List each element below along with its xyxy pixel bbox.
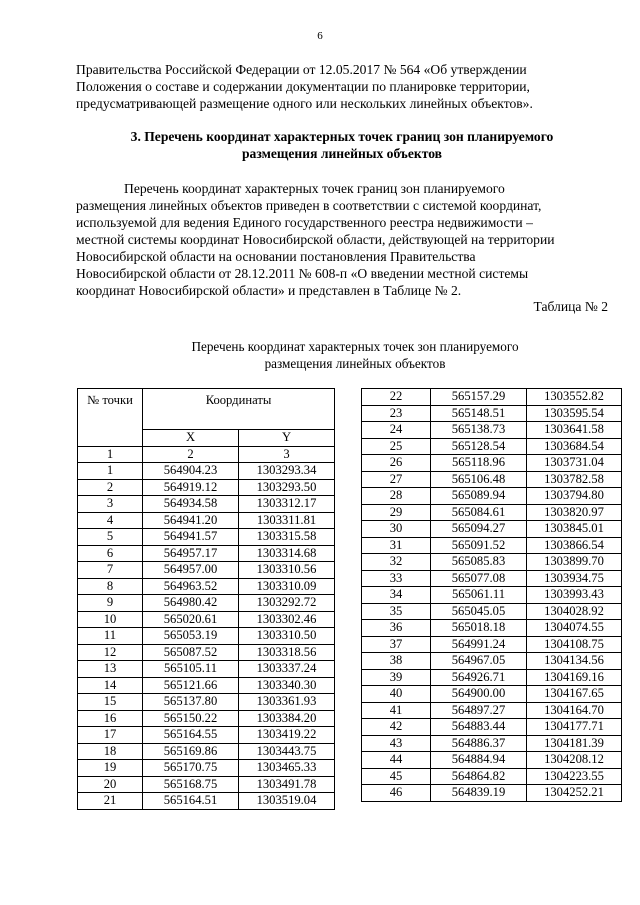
x-coordinate-cell: 564957.17 <box>143 545 239 562</box>
point-number-cell: 13 <box>78 661 143 678</box>
text-line: координат Новосибирской области» и представлен в Таблице № 2. <box>76 283 462 298</box>
x-coordinate-cell: 565118.96 <box>431 455 527 472</box>
point-number-cell: 39 <box>362 669 431 686</box>
y-coordinate-cell: 1303361.93 <box>239 694 335 711</box>
x-coordinate-cell: 565128.54 <box>431 438 527 455</box>
point-number-cell: 5 <box>78 529 143 546</box>
x-coordinate-cell: 564941.57 <box>143 529 239 546</box>
point-number-cell: 29 <box>362 504 431 521</box>
table-row <box>362 488 622 505</box>
page-number: 6 <box>317 30 323 42</box>
table-header-row <box>78 389 335 430</box>
table-row <box>78 496 335 513</box>
x-coordinate-cell: 564934.58 <box>143 496 239 513</box>
x-coordinate-cell: 565164.51 <box>143 793 239 810</box>
point-number-cell: 10 <box>78 611 143 628</box>
x-coordinate-cell: 564957.00 <box>143 562 239 579</box>
table-row <box>78 661 335 678</box>
x-coordinate-cell: 564886.37 <box>431 735 527 752</box>
x-coordinate-cell: 565085.83 <box>431 554 527 571</box>
table-row <box>78 562 335 579</box>
point-number-cell: 27 <box>362 471 431 488</box>
text-line: Положения о составе и содержании документации по планировке территории, <box>76 79 530 94</box>
y-coordinate-cell: 1304164.70 <box>527 702 622 719</box>
point-number-cell: 21 <box>78 793 143 810</box>
text-line: Правительства Российской Федерации от 12.05.2017 № 564 «Об утверждении <box>76 62 527 77</box>
point-number-cell: 19 <box>78 760 143 777</box>
y-coordinate-cell: 1303899.70 <box>527 554 622 571</box>
table-row <box>362 636 622 653</box>
point-number-cell: 1 <box>78 463 143 480</box>
y-coordinate-cell: 1304252.21 <box>527 785 622 802</box>
x-coordinate-cell: 564883.44 <box>431 719 527 736</box>
point-number-cell: 45 <box>362 768 431 785</box>
y-coordinate-cell: 1304223.55 <box>527 768 622 785</box>
x-coordinate-cell: 565164.55 <box>143 727 239 744</box>
table-row <box>362 405 622 422</box>
table-row <box>362 587 622 604</box>
column-index-cell: 1 <box>78 446 143 463</box>
y-coordinate-cell: 1303845.01 <box>527 521 622 538</box>
table-row <box>78 611 335 628</box>
x-coordinate-cell: 564980.42 <box>143 595 239 612</box>
table-row <box>362 438 622 455</box>
y-coordinate-cell: 1303595.54 <box>527 405 622 422</box>
point-number-cell: 7 <box>78 562 143 579</box>
heading-line: 3. Перечень координат характерных точек границ зон планируемого <box>130 129 554 144</box>
y-coordinate-cell: 1303310.50 <box>239 628 335 645</box>
table-row <box>362 686 622 703</box>
point-number-cell: 16 <box>78 710 143 727</box>
y-coordinate-cell: 1303934.75 <box>527 570 622 587</box>
y-coordinate-cell: 1304169.16 <box>527 669 622 686</box>
table-row <box>362 752 622 769</box>
x-coordinate-cell: 565137.80 <box>143 694 239 711</box>
y-coordinate-cell: 1303315.58 <box>239 529 335 546</box>
table-row <box>362 504 622 521</box>
x-coordinate-cell: 565091.52 <box>431 537 527 554</box>
table-row <box>362 537 622 554</box>
column-index-cell: 3 <box>239 446 335 463</box>
point-number-cell: 3 <box>78 496 143 513</box>
point-number-cell: 33 <box>362 570 431 587</box>
point-number-cell: 20 <box>78 776 143 793</box>
x-coordinate-cell: 565106.48 <box>431 471 527 488</box>
table-row <box>78 512 335 529</box>
table-row <box>78 463 335 480</box>
y-coordinate-cell: 1303993.43 <box>527 587 622 604</box>
point-number-cell: 24 <box>362 422 431 439</box>
y-coordinate-cell: 1304108.75 <box>527 636 622 653</box>
y-coordinate-cell: 1303443.75 <box>239 743 335 760</box>
table-title-line: Перечень координат характерных точек зон планируемого <box>191 339 519 354</box>
text-line: Новосибирской области на основании постановления Правительства <box>76 249 476 264</box>
table-row <box>78 793 335 810</box>
y-coordinate-cell: 1303310.56 <box>239 562 335 579</box>
x-coordinate-cell: 565084.61 <box>431 504 527 521</box>
y-coordinate-cell: 1303782.58 <box>527 471 622 488</box>
point-number-cell: 23 <box>362 405 431 422</box>
point-number-cell: 2 <box>78 479 143 496</box>
y-coordinate-cell: 1303337.24 <box>239 661 335 678</box>
x-coordinate-cell: 564839.19 <box>431 785 527 802</box>
table-row <box>78 694 335 711</box>
table-row <box>362 389 622 406</box>
x-coordinate-cell: 564897.27 <box>431 702 527 719</box>
y-coordinate-cell: 1303311.81 <box>239 512 335 529</box>
table-row <box>78 776 335 793</box>
x-coordinate-cell: 564967.05 <box>431 653 527 670</box>
text-line: предусматривающей размещение одного или нескольких линейных объектов». <box>76 96 533 111</box>
point-number-cell: 36 <box>362 620 431 637</box>
table-row <box>362 521 622 538</box>
coordinates-header: Координаты <box>143 389 335 430</box>
table-row <box>362 768 622 785</box>
text-line: размещения линейных объектов приведен в соответствии с системой координат, <box>76 198 542 213</box>
y-coordinate-cell: 1304134.56 <box>527 653 622 670</box>
table-row <box>362 554 622 571</box>
x-coordinate-cell: 564919.12 <box>143 479 239 496</box>
point-number-cell: 14 <box>78 677 143 694</box>
table-row <box>362 455 622 472</box>
table-row <box>362 669 622 686</box>
y-coordinate-cell: 1303794.80 <box>527 488 622 505</box>
x-coordinate-cell: 565094.27 <box>431 521 527 538</box>
section-heading <box>76 128 608 162</box>
y-coordinate-cell: 1303312.17 <box>239 496 335 513</box>
y-coordinate-cell: 1304208.12 <box>527 752 622 769</box>
point-number-cell: 34 <box>362 587 431 604</box>
point-number-cell: 9 <box>78 595 143 612</box>
x-coordinate-cell: 565087.52 <box>143 644 239 661</box>
x-coordinate-cell: 564864.82 <box>431 768 527 785</box>
y-coordinate-cell: 1303731.04 <box>527 455 622 472</box>
table-row <box>78 727 335 744</box>
x-coordinate-cell: 565148.51 <box>431 405 527 422</box>
table-row <box>78 710 335 727</box>
y-coordinate-cell: 1303465.33 <box>239 760 335 777</box>
coordinates-table-left <box>77 388 335 810</box>
y-coordinate-cell: 1303340.30 <box>239 677 335 694</box>
table-row <box>362 422 622 439</box>
y-coordinate-cell: 1304074.55 <box>527 620 622 637</box>
point-number-cell: 42 <box>362 719 431 736</box>
x-coordinate-cell: 565061.11 <box>431 587 527 604</box>
table-row <box>362 653 622 670</box>
y-coordinate-cell: 1303820.97 <box>527 504 622 521</box>
table-title-line: размещения линейных объектов <box>264 356 446 371</box>
x-coordinate-cell: 565018.18 <box>431 620 527 637</box>
table-row <box>78 743 335 760</box>
x-coordinate-cell: 564941.20 <box>143 512 239 529</box>
x-coordinate-cell: 564926.71 <box>431 669 527 686</box>
table-row <box>78 628 335 645</box>
point-number-cell: 38 <box>362 653 431 670</box>
y-coordinate-cell: 1303552.82 <box>527 389 622 406</box>
y-coordinate-cell: 1304181.39 <box>527 735 622 752</box>
table-row <box>362 471 622 488</box>
y-coordinate-cell: 1303293.50 <box>239 479 335 496</box>
y-coordinate-cell: 1303684.54 <box>527 438 622 455</box>
point-number-cell: 26 <box>362 455 431 472</box>
x-coordinate-cell: 565157.29 <box>431 389 527 406</box>
point-number-cell: 35 <box>362 603 431 620</box>
table-row <box>362 603 622 620</box>
table-row <box>362 702 622 719</box>
point-number-cell: 11 <box>78 628 143 645</box>
point-number-cell: 18 <box>78 743 143 760</box>
y-coordinate-cell: 1303293.34 <box>239 463 335 480</box>
y-coordinate-cell: 1303519.04 <box>239 793 335 810</box>
point-number-header: № точки <box>78 389 143 447</box>
intro-paragraph <box>76 61 608 112</box>
table-row <box>362 735 622 752</box>
point-number-cell: 6 <box>78 545 143 562</box>
point-number-cell: 41 <box>362 702 431 719</box>
table-row <box>78 644 335 661</box>
text-line: используемой для ведения Единого государственного реестра недвижимости – <box>76 215 533 230</box>
y-coordinate-cell: 1303491.78 <box>239 776 335 793</box>
y-coordinate-cell: 1303314.68 <box>239 545 335 562</box>
table-row <box>362 620 622 637</box>
text-line: местной системы координат Новосибирской области, действующей на территории <box>76 232 555 247</box>
x-coordinate-cell: 565150.22 <box>143 710 239 727</box>
point-number-cell: 12 <box>78 644 143 661</box>
table-title <box>130 338 580 372</box>
x-coordinate-cell: 565105.11 <box>143 661 239 678</box>
point-number-cell: 40 <box>362 686 431 703</box>
point-number-cell: 28 <box>362 488 431 505</box>
table-row <box>362 570 622 587</box>
column-index-cell: 2 <box>143 446 239 463</box>
table-row <box>78 677 335 694</box>
point-number-cell: 30 <box>362 521 431 538</box>
point-number-cell: 15 <box>78 694 143 711</box>
point-number-cell: 37 <box>362 636 431 653</box>
y-coordinate-cell: 1304028.92 <box>527 603 622 620</box>
point-number-cell: 8 <box>78 578 143 595</box>
x-coordinate-cell: 564900.00 <box>431 686 527 703</box>
point-number-cell: 46 <box>362 785 431 802</box>
point-number-cell: 44 <box>362 752 431 769</box>
table-row <box>362 719 622 736</box>
point-number-cell: 22 <box>362 389 431 406</box>
point-number-cell: 43 <box>362 735 431 752</box>
x-coordinate-cell: 565045.05 <box>431 603 527 620</box>
x-coordinate-cell: 565121.66 <box>143 677 239 694</box>
x-coordinate-cell: 565053.19 <box>143 628 239 645</box>
x-coordinate-cell: 564884.94 <box>431 752 527 769</box>
table-row <box>78 479 335 496</box>
table-row <box>78 578 335 595</box>
x-coordinate-cell: 565020.61 <box>143 611 239 628</box>
text-line: Перечень координат характерных точек границ зон планируемого <box>124 181 505 196</box>
table-row <box>78 545 335 562</box>
x-header: X <box>143 430 239 447</box>
table-row <box>78 760 335 777</box>
coordinates-table-right <box>361 388 622 802</box>
y-coordinate-cell: 1303419.22 <box>239 727 335 744</box>
table-label: Таблица № 2 <box>533 299 608 314</box>
y-coordinate-cell: 1304177.71 <box>527 719 622 736</box>
point-number-cell: 4 <box>78 512 143 529</box>
table-row <box>78 595 335 612</box>
point-number-cell: 17 <box>78 727 143 744</box>
y-header: Y <box>239 430 335 447</box>
y-coordinate-cell: 1303318.56 <box>239 644 335 661</box>
y-coordinate-cell: 1303641.58 <box>527 422 622 439</box>
x-coordinate-cell: 564904.23 <box>143 463 239 480</box>
x-coordinate-cell: 565169.86 <box>143 743 239 760</box>
y-coordinate-cell: 1303292.72 <box>239 595 335 612</box>
column-index-row <box>78 446 335 463</box>
table-row <box>78 529 335 546</box>
y-coordinate-cell: 1304167.65 <box>527 686 622 703</box>
y-coordinate-cell: 1303302.46 <box>239 611 335 628</box>
x-coordinate-cell: 565170.75 <box>143 760 239 777</box>
x-coordinate-cell: 564963.52 <box>143 578 239 595</box>
point-number-cell: 31 <box>362 537 431 554</box>
y-coordinate-cell: 1303310.09 <box>239 578 335 595</box>
description-paragraph <box>76 180 608 299</box>
table-row <box>362 785 622 802</box>
point-number-cell: 25 <box>362 438 431 455</box>
point-number-cell: 32 <box>362 554 431 571</box>
y-coordinate-cell: 1303384.20 <box>239 710 335 727</box>
x-coordinate-cell: 565077.08 <box>431 570 527 587</box>
y-coordinate-cell: 1303866.54 <box>527 537 622 554</box>
x-coordinate-cell: 565168.75 <box>143 776 239 793</box>
x-coordinate-cell: 564991.24 <box>431 636 527 653</box>
x-coordinate-cell: 565138.73 <box>431 422 527 439</box>
text-line: Новосибирской области от 28.12.2011 № 608-п «О введении местной системы <box>76 266 529 281</box>
x-coordinate-cell: 565089.94 <box>431 488 527 505</box>
heading-line: размещения линейных объектов <box>242 146 442 161</box>
